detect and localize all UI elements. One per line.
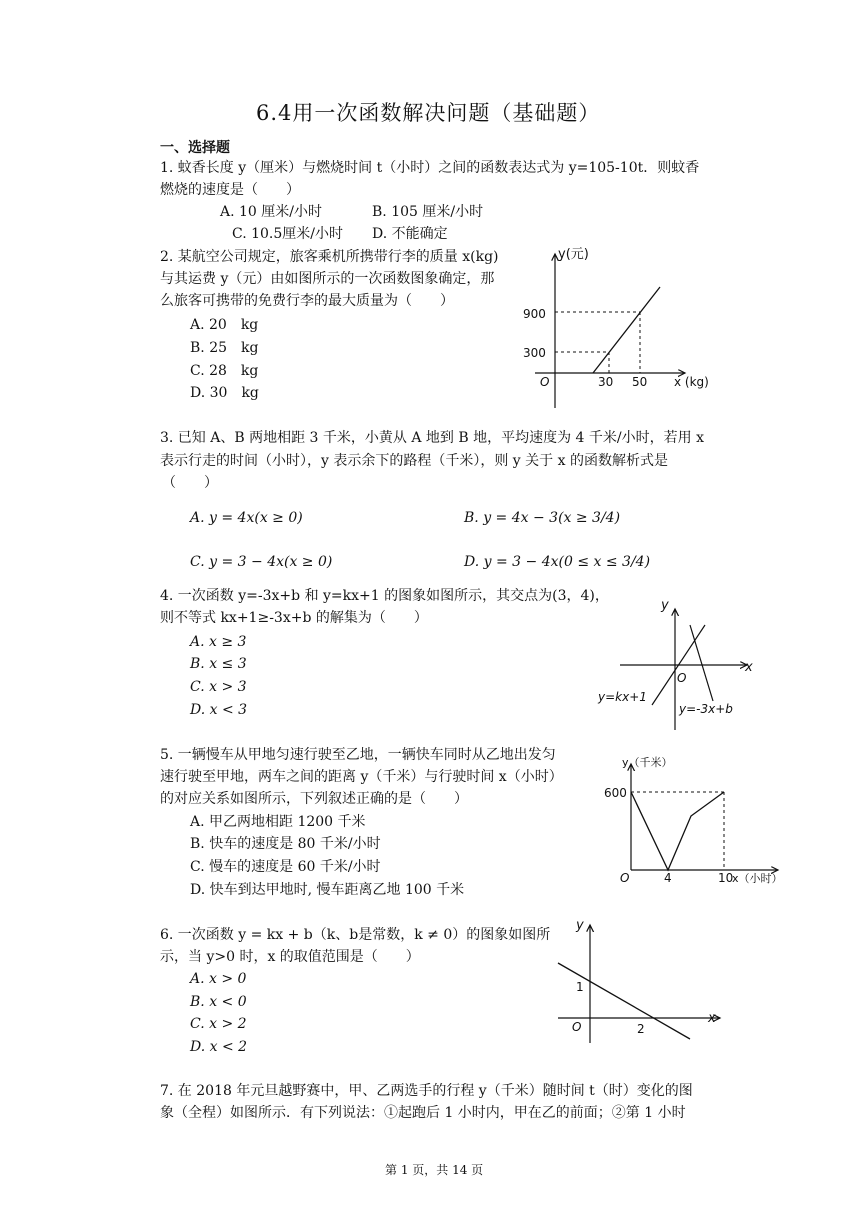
- q5-option-b[interactable]: B. 快车的速度是 80 千米/小时: [190, 836, 381, 852]
- origin-label: O: [540, 375, 550, 389]
- tick-1: 1: [576, 980, 584, 994]
- q2-line2: 与其运费 y（元）由如图所示的一次函数图象确定，那: [160, 271, 495, 287]
- q5-option-d[interactable]: D. 快车到达甲地时, 慢车距离乙地 100 千米: [190, 882, 465, 898]
- q3-option-a[interactable]: A. y = 4x(x ≥ 0): [190, 510, 303, 526]
- q2-line1: 2. 某航空公司规定，旅客乘机所携带行李的质量 x(kg): [160, 249, 499, 265]
- tick-900: 900: [523, 307, 546, 321]
- q5-line1: 5. 一辆慢车从甲地匀速行驶至乙地，一辆快车同时从乙地出发匀: [160, 747, 556, 763]
- y-axis-label: y（千米）: [622, 756, 673, 769]
- y-axis-label: y(元): [558, 247, 589, 262]
- origin-label: O: [572, 1020, 582, 1034]
- origin-label: O: [677, 671, 687, 685]
- q6-option-c[interactable]: C. x > 2: [190, 1016, 247, 1032]
- q3-line3: （ ）: [162, 475, 218, 491]
- line-neg3x-plus-b: [690, 625, 713, 701]
- q6-option-b[interactable]: B. x < 0: [190, 994, 247, 1010]
- q5-graph: [598, 752, 788, 892]
- tick-300: 300: [523, 346, 546, 360]
- page-footer: 第 1 页，共 14 页: [385, 1163, 484, 1177]
- q1-option-c[interactable]: C. 10.5厘米/小时: [232, 226, 344, 242]
- q2-option-a[interactable]: A. 20 kg: [190, 317, 259, 333]
- section-heading: 一、选择题: [160, 140, 230, 156]
- label-neg3x-plus-b: y=-3x+b: [679, 702, 733, 716]
- q5-option-a[interactable]: A. 甲乙两地相距 1200 千米: [190, 814, 366, 830]
- tick-30: 30: [598, 375, 614, 389]
- q1-line1: 1. 蚊香长度 y（厘米）与燃烧时间 t（小时）之间的函数表达式为 y=105-10t．则蚊香: [160, 160, 700, 176]
- q4-graph: [595, 595, 765, 730]
- q1-option-a[interactable]: A. 10 厘米/小时: [220, 204, 322, 220]
- q6-graph: [550, 915, 730, 1045]
- q2-option-b[interactable]: B. 25 kg: [190, 340, 259, 356]
- q4-line1: 4. 一次函数 y=-3x+b 和 y=kx+1 的图象如图所示，其交点为(3，4)，: [160, 588, 609, 604]
- q3-option-c[interactable]: C. y = 3 − 4x(x ≥ 0): [190, 554, 333, 570]
- q1-option-d[interactable]: D. 不能确定: [372, 226, 448, 242]
- origin-label: O: [620, 871, 630, 885]
- q5-line3: 的对应关系如图所示，下列叙述正确的是（ ）: [160, 791, 468, 807]
- x-axis-label: x: [708, 1011, 716, 1026]
- x-axis-label: x（小时）: [732, 872, 783, 885]
- q1-line2: 燃烧的速度是（ ）: [160, 182, 300, 198]
- x-axis-label: x (kg): [674, 375, 709, 389]
- q6-option-a[interactable]: A. x > 0: [190, 971, 247, 987]
- q4-option-b[interactable]: B. x ≤ 3: [190, 656, 247, 672]
- q2-graph: [520, 240, 720, 410]
- tick-4: 4: [664, 871, 672, 885]
- q2-option-c[interactable]: C. 28 kg: [190, 363, 259, 379]
- y-axis-label: y: [576, 918, 584, 933]
- q4-line2: 则不等式 kx+1≥-3x+b 的解集为（ ）: [160, 610, 428, 626]
- q3-option-b[interactable]: B. y = 4x − 3(x ≥ 3/4): [464, 510, 621, 526]
- q4-option-d[interactable]: D. x < 3: [190, 702, 248, 718]
- cost-line: [593, 287, 660, 373]
- x-axis-label: x: [745, 660, 753, 675]
- page-title: 6.4用一次函数解决问题（基础题）: [256, 101, 601, 125]
- distance-line: [631, 792, 724, 870]
- q5-option-c[interactable]: C. 慢车的速度是 60 千米/小时: [190, 859, 381, 875]
- q6-option-d[interactable]: D. x < 2: [190, 1039, 248, 1055]
- q1-option-b[interactable]: B. 105 厘米/小时: [372, 204, 484, 220]
- y-axis-label: y: [661, 598, 669, 613]
- tick-50: 50: [632, 375, 648, 389]
- q3-option-d[interactable]: D. y = 3 − 4x(0 ≤ x ≤ 3/4): [464, 554, 651, 570]
- tick-10: 10: [718, 871, 734, 885]
- q3-line2: 表示行走的时间（小时），y 表示余下的路程（千米），则 y 关于 x 的函数解析式是: [160, 453, 668, 469]
- q6-line1: 6. 一次函数 y = kx + b（k、b是常数，k ≠ 0）的图象如图所: [160, 927, 551, 943]
- q2-line3: 么旅客可携带的免费行李的最大质量为（ ）: [160, 293, 454, 309]
- tick-2: 2: [637, 1022, 645, 1036]
- q4-option-a[interactable]: A. x ≥ 3: [190, 634, 247, 650]
- q4-option-c[interactable]: C. x > 3: [190, 679, 247, 695]
- q5-line2: 速行驶至甲地，两车之间的距离 y（千米）与行驶时间 x（小时）: [160, 769, 563, 785]
- label-kx-plus-1: y=kx+1: [598, 690, 647, 704]
- q3-line1: 3. 已知 A、B 两地相距 3 千米，小黄从 A 地到 B 地，平均速度为 4 千米/小时，若用 x: [160, 430, 704, 446]
- tick-600: 600: [604, 786, 627, 800]
- q2-option-d[interactable]: D. 30 kg: [190, 385, 259, 401]
- q6-line2: 示，当 y>0 时，x 的取值范围是（ ）: [160, 949, 420, 965]
- q7-line1: 7. 在 2018 年元旦越野赛中，甲、乙两选手的行程 y（千米）随时间 t（时）变化的图: [160, 1083, 693, 1099]
- q7-line2: 象（全程）如图所示．有下列说法：①起跑后 1 小时内，甲在乙的前面；②第 1 小时: [160, 1105, 686, 1121]
